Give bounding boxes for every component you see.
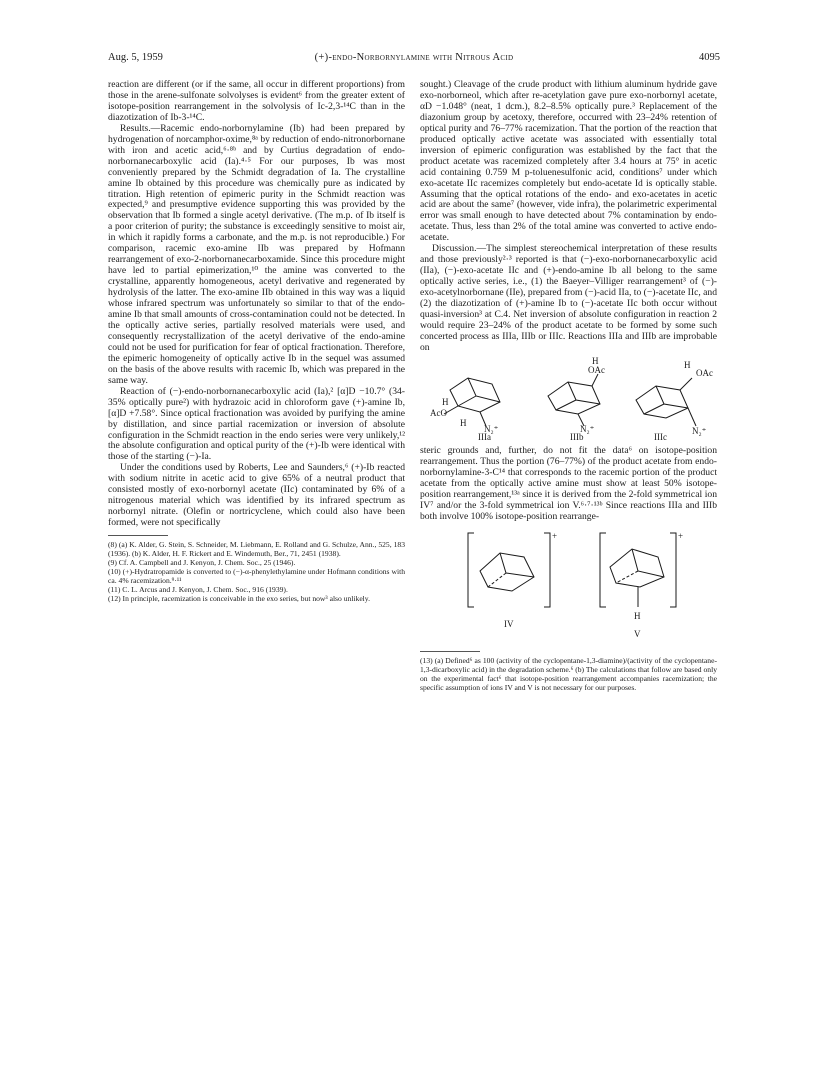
- figure-transition-states: [420, 356, 717, 442]
- footnote-8: (8) (a) K. Alder, G. Stein, S. Schneider, M. Liebmann, E. Rolland and G. Schulze, Ann., 525, 183 (1936). (b) K. Alder, H. F. Rickert and E. Windemuth, Ber., 71, 2451 (1938).: [108, 540, 405, 559]
- footnote-13: (13) (a) Defined⁶ as 100 (activity of the cyclopentane-1,3-diamine)/(activity of the cyclopentane-1,3-dicarboxylic acid) in the degradation scheme.⁶ (b) The calculations that follow are based only on the experimental fact⁶ that isotope-position rearrangement accompanies racemization; the specific assumption of ions IV and V is not necessary for our purposes.: [420, 655, 717, 692]
- header-date: Aug. 5, 1959: [108, 52, 163, 63]
- label-n2-a: N₂⁺: [484, 423, 499, 434]
- footnote-10: (10) (+)-Hydratropamide is converted to (−)-α-phenylethylamine under Hofmann conditions with ca. 4% racemization.⁹·¹¹: [108, 567, 405, 586]
- label-oac-b: OAc: [588, 364, 605, 375]
- right-column: [420, 80, 717, 692]
- label-aco: AcO: [430, 407, 447, 418]
- footnote-12: (12) In principle, racemization is conceivable in the exo series, but now³ also unlikely.: [108, 594, 370, 604]
- page-number: 4095: [699, 52, 720, 63]
- footnote-divider: [108, 535, 168, 536]
- transition-state-structures: [420, 356, 717, 442]
- label-h-a2: H: [460, 417, 467, 428]
- label-oac-c: OAc: [696, 367, 713, 378]
- ion-structures: [420, 527, 717, 645]
- ion-iv-charge: +: [552, 530, 558, 541]
- label-h-b: H: [592, 355, 599, 366]
- header-title: (+)-endo-Norbornylamine with Nitrous Acid: [314, 52, 514, 63]
- footnote-11: (11) C. L. Arcus and J. Kenyon, J. Chem. Soc., 916 (1939).: [108, 585, 288, 595]
- figure-ions: [420, 527, 717, 645]
- running-header: [108, 52, 720, 66]
- label-iiic: IIIc: [654, 431, 667, 442]
- left-column: [108, 80, 405, 603]
- paragraph-reaction: Reaction of (−)-endo-norbornanecarboxylic acid (Ia),² [α]D −10.7° (34-35% optically pure²) with hydrazoic acid in chloroform gave (+)-amine Ib, [α]D +7.58°. Since optical fractionation was avoided by purifying the amine by distillation, and since partial racemization or inversion of absolute configuration in the Schmidt reaction in the endo series were very unlikely,¹² the absolute configuration and optical purity of the (+)-Ib were identical with those of the starting (−)-Ia.: [108, 385, 405, 463]
- paragraph-results: Results.—Racemic endo-norbornylamine (Ib) had been prepared by hydrogenation of norcamphor-oxime,⁸ᵃ by reduction of endo-nitronorbornane with iron and acetic acid,⁶·⁸ᵇ and by Curtius degradation of endo-norbornanecarboxylic acid (Ia).⁴·⁵ For our purposes, Ib was most conveniently prepared by the Schmidt degradation of Ia. The crystalline amine Ib obtained by this procedure was chemically pure as indicated by titration. High retention of epimeric purity in the Schmidt reaction was expected,⁹ and presumptive evidence supporting this was provided by the observation that Ib formed a single acetyl derivative. (The m.p. of Ib itself is a poor criterion of purity; the substance is exceedingly sensitive to moist air, in which it rapidly forms a carbonate, and the m.p. is not reproducible.) For comparison, racemic exo-amine IIb was prepared by Hofmann rearrangement of exo-2-norbornanecarboxamide. Since this procedure might have led to partial epimerization,¹⁰ the amine was converted to the crystalline, apparently homogeneous, acetyl derivative and regenerated by hydrolysis of the latter. The exo-amine IIb obtained in this way was a liquid whose infrared spectrum was unfortunately so similar to that of the endo-amine Ib that small amounts of cross-contamination could not be detected. In the optically active series, partially resolved materials were used, and consequently recrystallization of the acetyl derivative of the endo-amine could not be used for purification for fear of optical fractionation. Therefore, the epimeric homogeneity of optically active Ib in the sequel was assumed on the basis of the above results with racemic Ib, which was prepared in the same way.: [108, 122, 405, 386]
- label-n2-b: N₂⁺: [580, 423, 595, 434]
- ion-v-h: H: [634, 610, 641, 621]
- ion-v-charge: +: [678, 530, 684, 541]
- paragraph-discussion: Discussion.—The simplest stereochemical interpretation of these results and those previously²·³ reported is that (−)-exo-norbornanecarboxylic acid (IIa), (−)-exo-acetate IIc and (+)-endo-amine Ib all belong to the same optically active series, i.e., (1) the Baeyer–Villiger rearrangement³ of (−)-exo-acetylnorbornane (IIe), prepared from (−)-acid IIa, to (−)-acetate IIc, and (2) the diazotization of (+)-amine Ib to (−)-acetate IIc both occur without quasi-inversion³ at C.4. Net inversion of absolute configuration in reaction 2 would require 23–24% of the product acetate to be formed by some such concerted process as IIIa, IIIb or IIIc. Reactions IIIa and IIIb are improbable on: [420, 243, 717, 353]
- label-iv: IV: [504, 618, 514, 629]
- label-iiib: IIIb: [570, 431, 584, 442]
- paragraph-steric: steric grounds and, further, do not fit the data⁶ on isotope-position rearrangement. Thus the portion (76–77%) of the product acetate from endo-norbornylamine-3-C¹⁴ that corresponds to the racemic portion of the product acetate from the optically active amine must show at least 50% isotope-position rearrangement,¹³ᵃ since it is derived from the 2-fold symmetrical ion IV⁷ and/or the 3-fold symmetrical ion V.⁶·⁷·¹³ᵇ Since reactions IIIa and IIIb both involve 100% isotope-position rearrange-: [420, 444, 717, 522]
- label-h-a1: H: [442, 396, 449, 407]
- paragraph-cleavage: sought.) Cleavage of the crude product with lithium aluminum hydride gave exo-norborneol, which after re-acetylation gave pure exo-norbornyl acetate, αD −1.048° (neat, 1 dcm.), 8.2–8.5% optically pure.³ Replacement of the diazonium group by acetoxy, therefore, occurred with 23–24% retention of optical purity and 76–77% racemization. That the portion of the reaction that produced optically active acetate was associated with essentially total inversion of epimeric configuration was established by the fact that the product acetate was racemized completely after 3.4 hours at 75° in acetic acid containing 0.759 M p-toluenesulfonic acid, conditions⁷ under which exo-acetate IIc racemizes completely but endo-acetate Id is optically stable. Assuming that the optical rotations of the endo- and exo-acetates in acetic acid are about the same⁷ (however, vide infra), the polarimetric experimental error was small enough to have detected about 7% contamination by endo-acetate. Thus, less than 2% of the total amine was converted to active endo-acetate.: [420, 79, 717, 244]
- label-h-c: H: [684, 359, 691, 370]
- paragraph-intro: reaction are different (or if the same, all occur in different proportions) from those in the arene-sulfonate solvolyses is evident⁶ from the greater extent of isotope-position rearrangement in the solvolysis of Ic-2,3-¹⁴C than in the diazotization of Ib-3-¹⁴C.: [108, 79, 405, 123]
- footnote-9: (9) Cf. A. Campbell and J. Kenyon, J. Chem. Soc., 25 (1946).: [108, 558, 296, 568]
- label-iiia: IIIa: [478, 431, 491, 442]
- paragraph-conditions: Under the conditions used by Roberts, Lee and Saunders,⁶ (+)-Ib reacted with sodium nitrite in acetic acid to give 65% of a neutral product that consisted mostly of exo-norbornyl acetate (IIc) contaminated by 6% of a nitrogenous material which was identified by its infrared spectrum as norbornyl nitrate. (Olefin or nortricyclene, which could also have been formed, were not specifically: [108, 462, 405, 529]
- footnote-divider-right: [420, 651, 480, 652]
- label-n2-c: N₂⁺: [692, 425, 707, 436]
- label-v: V: [634, 628, 641, 639]
